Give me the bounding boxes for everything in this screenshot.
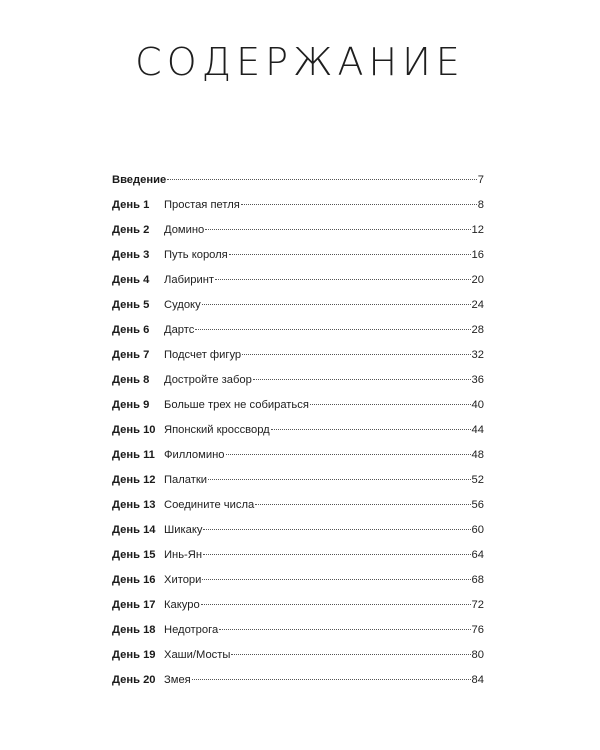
dot-leader: [203, 554, 471, 555]
toc-day-label: День 15: [112, 549, 156, 561]
toc-day-label: День 7: [112, 349, 150, 361]
toc-day-label: День 2: [112, 224, 150, 236]
dot-leader: [202, 304, 471, 305]
toc-page-number: 44: [471, 424, 484, 436]
dot-leader: [215, 279, 471, 280]
toc-page-number: 80: [471, 649, 484, 661]
toc-entry[interactable]: [112, 318, 484, 343]
toc-entry[interactable]: [112, 468, 484, 493]
dot-leader: [201, 604, 471, 605]
toc-chapter-title: Филломино: [164, 449, 225, 461]
dot-leader: [255, 504, 470, 505]
toc-page-number: 8: [477, 199, 484, 211]
toc-chapter-title: Подсчет фигур: [164, 349, 242, 361]
toc-page-number: 64: [471, 549, 484, 561]
toc-entry[interactable]: [112, 418, 484, 443]
toc-entry[interactable]: [112, 643, 484, 668]
toc-entry[interactable]: [112, 618, 484, 643]
toc-chapter-title: Дартс: [164, 324, 195, 336]
toc-day-label: День 6: [112, 324, 150, 336]
toc-day-label: День 14: [112, 524, 156, 536]
toc-entry[interactable]: [112, 668, 484, 693]
toc-entry[interactable]: [112, 368, 484, 393]
toc-entry[interactable]: [112, 493, 484, 518]
toc-entry[interactable]: [112, 518, 484, 543]
toc-intro-label: Введение: [112, 174, 167, 186]
page-title: СОДЕРЖАНИЕ: [135, 40, 465, 84]
toc-page-number: 56: [471, 499, 484, 511]
toc-chapter-title: Недотрога: [164, 624, 219, 636]
dot-leader: [205, 229, 470, 230]
toc-page-number: 84: [471, 674, 484, 686]
dot-leader: [167, 179, 477, 180]
toc-entry[interactable]: [112, 193, 484, 218]
toc-page-number: 32: [471, 349, 484, 361]
toc-day-label: День 17: [112, 599, 156, 611]
toc-page-number: 72: [471, 599, 484, 611]
toc-chapter-title: Какуро: [164, 599, 200, 611]
toc-chapter-title: Палатки: [164, 474, 208, 486]
toc-chapter-title: Лабиринт: [164, 274, 214, 286]
toc-day-label: День 11: [112, 449, 155, 461]
toc-day-label: День 9: [112, 399, 150, 411]
toc-entry[interactable]: [112, 443, 484, 468]
toc-entry[interactable]: [112, 593, 484, 618]
toc-chapter-title: Шикаку: [164, 524, 203, 536]
toc-page-number: 12: [471, 224, 484, 236]
toc-chapter-title: Соедините числа: [164, 499, 255, 511]
toc-page-number: 16: [471, 249, 484, 261]
dot-leader: [219, 629, 470, 630]
dot-leader: [310, 404, 471, 405]
toc-chapter-title: Путь короля: [164, 249, 228, 261]
dot-leader: [271, 429, 471, 430]
table-of-contents: [112, 168, 484, 693]
toc-day-label: День 5: [112, 299, 150, 311]
toc-chapter-title: Хитори: [164, 574, 202, 586]
toc-day-label: День 4: [112, 274, 150, 286]
toc-day-label: День 20: [112, 674, 156, 686]
toc-day-label: День 1: [112, 199, 150, 211]
toc-page-number: 76: [471, 624, 484, 636]
toc-entry[interactable]: [112, 293, 484, 318]
toc-day-label: День 13: [112, 499, 156, 511]
toc-day-label: День 12: [112, 474, 156, 486]
toc-day-label: День 10: [112, 424, 156, 436]
toc-page-number: 24: [471, 299, 484, 311]
toc-page-number: 60: [471, 524, 484, 536]
toc-day-label: День 8: [112, 374, 150, 386]
toc-chapter-title: Судоку: [164, 299, 201, 311]
toc-entry[interactable]: [112, 218, 484, 243]
dot-leader: [208, 479, 471, 480]
toc-page-number: 52: [471, 474, 484, 486]
toc-chapter-title: Домино: [164, 224, 205, 236]
toc-chapter-title: Достройте забор: [164, 374, 252, 386]
dot-leader: [195, 329, 470, 330]
dot-leader: [192, 679, 471, 680]
toc-page-number: 7: [477, 174, 484, 186]
toc-page-number: 40: [471, 399, 484, 411]
toc-chapter-title: Змея: [164, 674, 191, 686]
toc-page-number: 28: [471, 324, 484, 336]
toc-chapter-title: Хаши/Мосты: [164, 649, 231, 661]
toc-entry-intro[interactable]: [112, 168, 484, 193]
toc-entry[interactable]: [112, 343, 484, 368]
dot-leader: [241, 204, 477, 205]
toc-chapter-title: Больше трех не собираться: [164, 399, 309, 411]
dot-leader: [203, 529, 470, 530]
toc-day-label: День 16: [112, 574, 156, 586]
dot-leader: [242, 354, 470, 355]
toc-day-label: День 3: [112, 249, 150, 261]
toc-chapter-title: Инь-Ян: [164, 549, 203, 561]
toc-entry[interactable]: [112, 568, 484, 593]
dot-leader: [229, 254, 471, 255]
toc-chapter-title: Японский кроссворд: [164, 424, 270, 436]
dot-leader: [231, 654, 470, 655]
toc-page-number: 48: [471, 449, 484, 461]
dot-leader: [226, 454, 471, 455]
toc-chapter-title: Простая петля: [164, 199, 240, 211]
dot-leader: [202, 579, 470, 580]
toc-day-label: День 19: [112, 649, 156, 661]
toc-page-number: 68: [471, 574, 484, 586]
toc-page-number: 36: [471, 374, 484, 386]
toc-day-label: День 18: [112, 624, 156, 636]
toc-entry[interactable]: [112, 268, 484, 293]
toc-entry[interactable]: [112, 393, 484, 418]
toc-entry[interactable]: [112, 543, 484, 568]
dot-leader: [253, 379, 471, 380]
toc-entry[interactable]: [112, 243, 484, 268]
toc-page-number: 20: [471, 274, 484, 286]
